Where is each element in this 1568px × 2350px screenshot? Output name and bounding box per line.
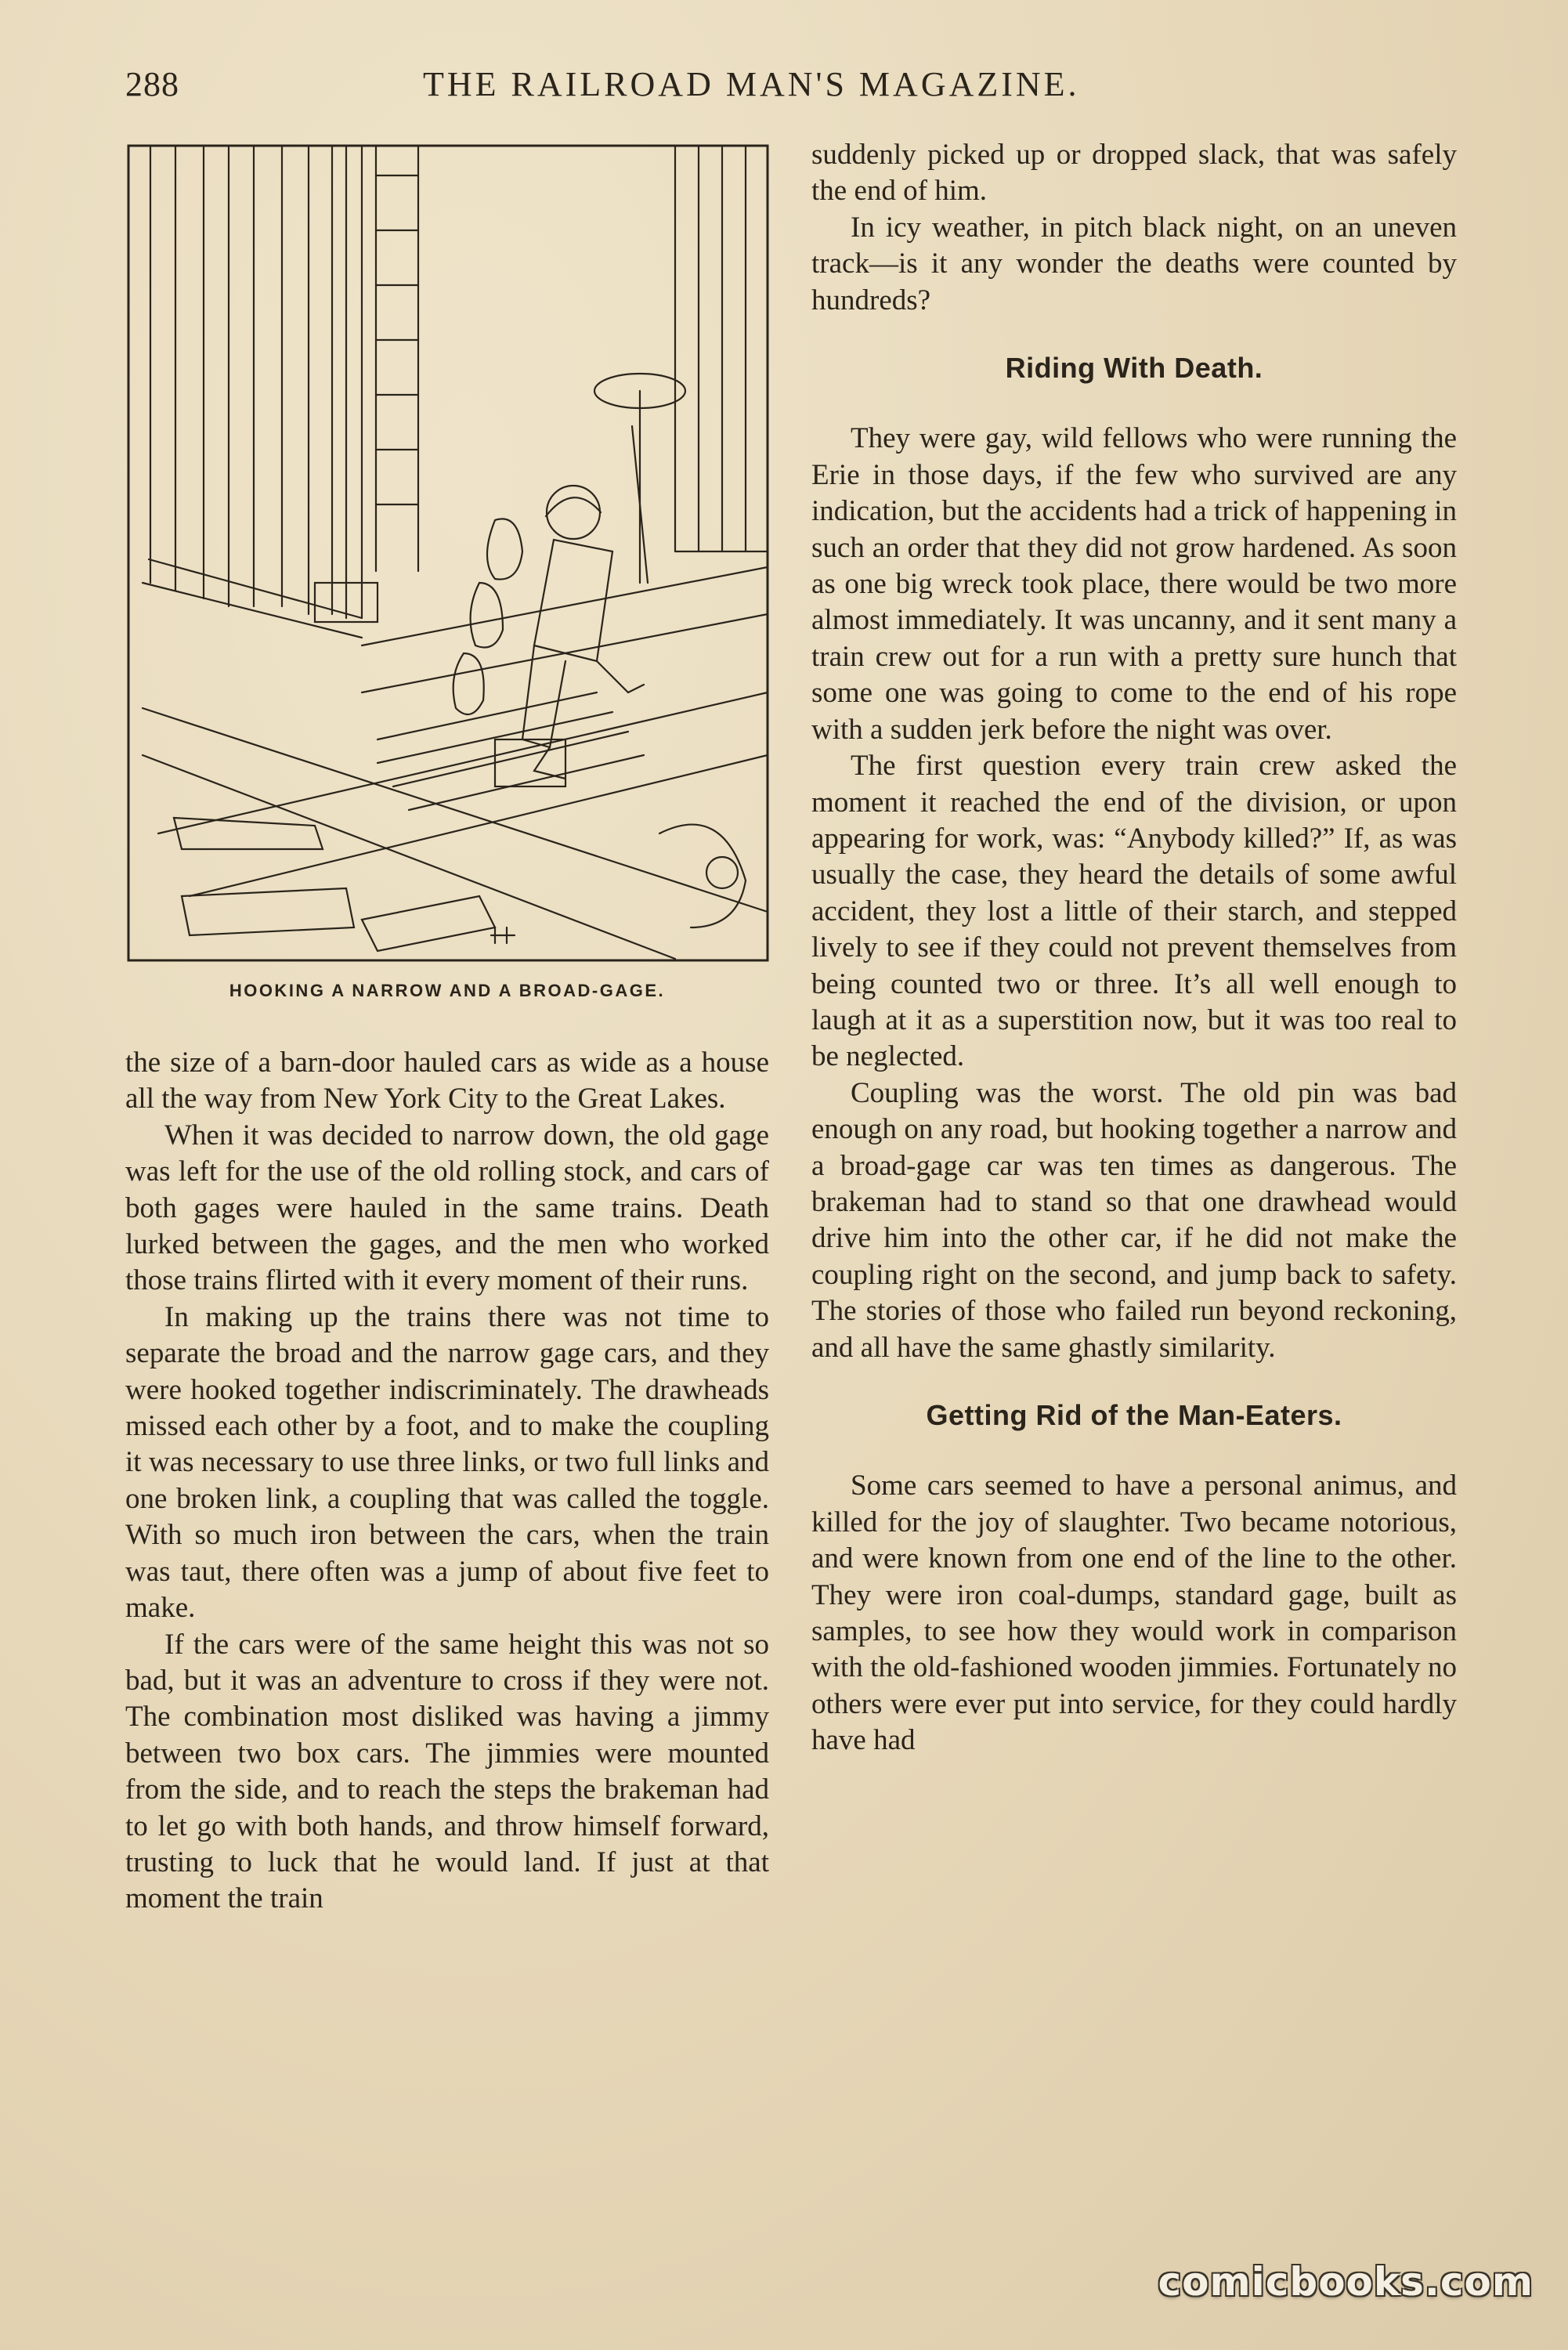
running-head: THE RAILROAD MAN'S MAGAZINE. [423,65,1080,103]
section-heading: Riding With Death. [1005,352,1263,385]
illustration-coupling [127,144,769,962]
paragraph: In icy weather, in pitch black night, on an uneven track—is it any wonder the deaths were counted by hundreds? [811,211,1457,316]
watermark: comicbooks.com [1158,2259,1534,2305]
paragraph: When it was decided to narrow down, the old gage was left for the use of the old rolling stock, and cars of both gages were hauled in the same trains. Death lurked between the gages, and the men who worked those trains flirted with it every moment of their runs. [125,1119,769,1297]
section-heading: Getting Rid of the Man-Eaters. [926,1399,1342,1431]
paragraph: Coupling was the worst. The old pin was bad enough on any road, but hooking together a narrow and a broad-gage car was ten times as dangerous. The brakeman had to stand so that one drawhead would drive him into the other car, if he did not make the coupling right on the second, and jump back to safety. The stories of those who failed run beyond reckoning, and all have the same ghastly similarity. [811,1076,1457,1364]
paragraph: In making up the trains there was not time to separate the broad and the narrow gage cars, and they were hooked together indiscriminately. The drawheads missed each other by a foot, and to make the coupling it was necessary to use three links, or two full links and one broken link, a coupling that was called the toggle. With so much iron between the cars, when the train was taut, there often was a jump of about five feet to make. [125,1300,769,1625]
paragraph: If the cars were of the same height this was not so bad, but it was an adventure to cross if they were not. The combination most disliked was having a jimmy between two box cars. The jimmies were mounted from the side, and to reach the steps the brakeman had to let go with both hands, and throw himself forward, trusting to luck that he would land. If just at that moment the train [125,1628,769,1915]
left-column [125,1045,769,1918]
paragraph: the size of a barn-door hauled cars as wide as a house all the way from New York City to the Great Lakes. [125,1047,769,1115]
paragraph: They were gay, wild fellows who were running the Erie in those days, if the few who survived are any indication, but the accidents had a trick of happening in such an order that they did not grow hardened. As soon as one big wreck took place, there would be two more almost immediately. It was uncanny, and it sent many a train crew out for a run with a pretty sure hunch that some one was going to come to the end of his rope with a sudden jerk before the night was over. [811,422,1457,746]
paragraph: The first question every train crew asked the moment it reached the end of the division, or upon appearing for work, was: “Anybody killed?” If, as was usually the case, they heard the details of some awful accident, they lost a little of their starch, and stepped lively to see if they could not prevent themselves from being counted two or three. It’s all well enough to laugh at it as a superstition now, but it was too real to be neglected. [811,750,1457,1073]
page-number: 288 [125,65,179,103]
right-column [811,137,1457,1759]
illustration-caption: HOOKING A NARROW AND A BROAD-GAGE. [229,981,666,1000]
paragraph: suddenly picked up or dropped slack, that was safely the end of him. [811,139,1457,208]
paragraph: Some cars seemed to have a personal animus, and killed for the joy of slaughter. Two became notorious, and were known from one end of the line to the other. They were iron coal-dumps, standard gage, built as samples, to see how they would work in comparison with the old-fashioned wooden jimmies. Fortunately no others were ever put into service, for they could hardly have had [811,1470,1457,1757]
